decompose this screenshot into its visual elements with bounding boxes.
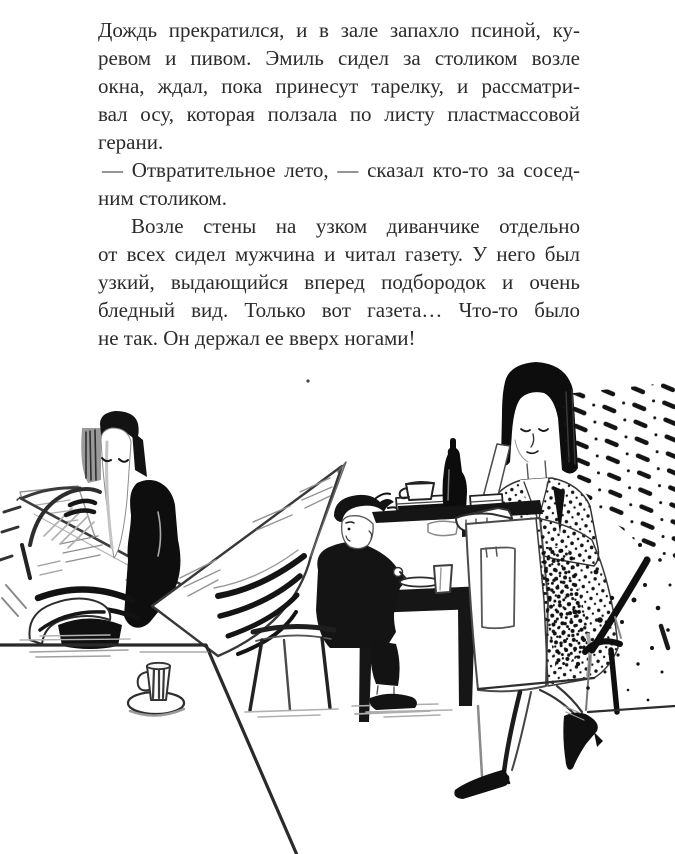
glass: [434, 565, 452, 593]
illustration: [0, 354, 675, 854]
boy-sweater: [316, 542, 404, 648]
boy-face: [342, 516, 373, 549]
ink-speck: [306, 379, 309, 382]
floor-line: [588, 706, 675, 712]
text-line: герани.: [98, 130, 164, 154]
text-line: Дождь прекратился, и в зале запахло псиной, ку-: [98, 18, 580, 42]
boy-shoe: [370, 694, 417, 710]
text-line: узкий, выдающийся вперед подбородок и очень: [98, 270, 580, 294]
text-line: от всех сидел мужчина и читал газету. У него был: [98, 242, 580, 266]
boy-eye: [348, 528, 351, 531]
text-line: не так. Он держал ее вверх ногами!: [98, 326, 416, 350]
text-line: — Отвратительное лето, — сказал кто-то за сосед-: [102, 158, 580, 182]
text-line: бледный вид. Только вот газета… Что-то было: [98, 298, 580, 322]
text-line: Возле стены на узком диванчике отдельно: [131, 214, 580, 238]
paragraph: [98, 212, 580, 352]
paragraph: [98, 16, 580, 156]
hair-right: [132, 431, 147, 477]
text-line: ним столиком.: [98, 186, 227, 210]
coffee-cup: [128, 663, 184, 716]
apron-pocket: [481, 548, 515, 629]
boy-leg: [371, 640, 400, 686]
paragraph: [98, 156, 580, 212]
front-leg: [504, 692, 520, 772]
heel-shoe: [563, 712, 597, 769]
napkin: [428, 521, 458, 535]
text-line: вал осу, которая ползала по листу пластмассовой: [98, 102, 580, 126]
text-line: ревом и пивом. Эмиль сидел за столиком возле: [98, 46, 580, 70]
story-text: [98, 16, 580, 352]
text-line: окна, ждал, пока принесут тарелку, и рассматри-: [98, 74, 580, 98]
tray-cup: [406, 483, 434, 500]
wine-bottle: [443, 438, 468, 512]
